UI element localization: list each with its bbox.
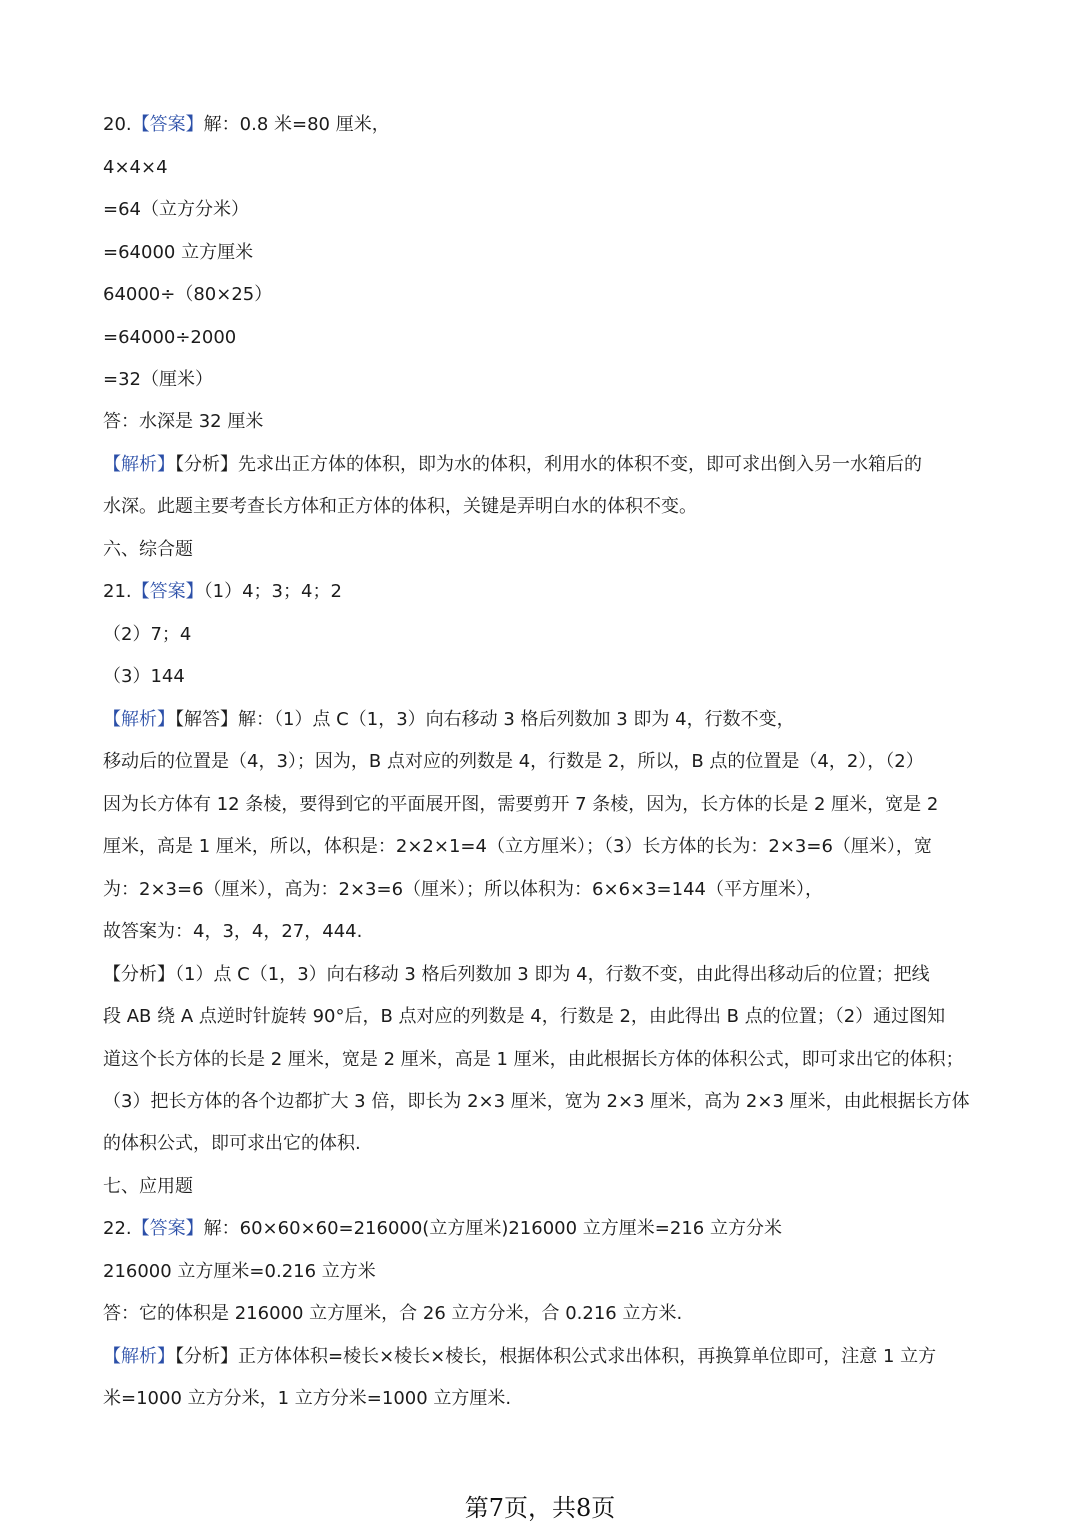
q20-step: =64000÷2000 — [103, 327, 237, 348]
q21-answer-line — [103, 579, 980, 605]
q20-analysis-continuation: 水深。此题主要考查长方体和正方体的体积，关键是弄明白水的体积不变。 — [103, 496, 697, 517]
q22-step: 216000 立方厘米=0.216 立方米 — [103, 1261, 376, 1282]
q21-analysis-continuation: 道这个长方体的长是 2 厘米，宽是 2 厘米，高是 1 厘米，由此根据长方体的体积公式，即可求出它的体积； — [103, 1049, 964, 1070]
answer-tag: 【答案】 — [131, 114, 204, 135]
q22-analysis-continuation: 米=1000 立方分米，1 立方分米=1000 立方厘米. — [103, 1388, 512, 1409]
q21-solution-continuation: 厘米，高是 1 厘米，所以，体积是：2×2×1=4（立方厘米）；（3）长方体的长为：2×3=6（厘米），宽 — [103, 836, 932, 857]
q21-solution-line — [103, 707, 980, 733]
q21-answer-1: （1）4；3；4；2 — [203, 581, 342, 602]
q21-analysis-text: （1）点 C（1，3）向右移动 3 格后列数加 3 即为 4，行数不变，由此得出移动后的位置；把线 — [175, 964, 930, 985]
q21-solution-continuation: 因为长方体有 12 条棱，要得到它的平面展开图，需要剪开 7 条棱，因为，长方体的长是 2 厘米，宽是 2 — [103, 794, 939, 815]
analysis-tag: 【分析】 — [175, 454, 238, 475]
q21-solution-continuation: 为：2×3=6（厘米），高为：2×3=6（厘米）；所以体积为：6×6×3=144（平方厘米）， — [103, 879, 823, 900]
solution-tag: 【解答】 — [175, 709, 238, 730]
q20-analysis-text: 先求出正方体的体积，即为水的体积，利用水的体积不变，即可求出倒入另一水箱后的 — [238, 454, 922, 475]
q21-analysis-continuation: （3）把长方体的各个边都扩大 3 倍，即长为 2×3 厘米，宽为 2×3 厘米，高为 2×3 厘米，由此根据长方体 — [103, 1091, 970, 1112]
q20-step: 4×4×4 — [103, 157, 168, 178]
analysis-tag: 【分析】 — [103, 964, 175, 985]
q21-answer-2: （2）7；4 — [103, 624, 192, 645]
answer-tag: 【答案】 — [131, 581, 204, 602]
q22-number: 22. — [103, 1218, 132, 1239]
q21-analysis-continuation: 的体积公式，即可求出它的体积. — [103, 1133, 361, 1154]
q20-step: =32（厘米） — [103, 369, 213, 390]
explain-tag: 【解析】 — [103, 1346, 175, 1367]
q20-number: 20. — [103, 114, 132, 135]
q22-answer-line — [103, 1216, 980, 1242]
q20-solution-start: 解：0.8 米=80 厘米， — [203, 114, 390, 135]
q20-step: =64（立方分米） — [103, 199, 249, 220]
q20-analysis-line — [103, 452, 980, 478]
q21-solution-continuation: 移动后的位置是（4，3）；因为，B 点对应的列数是 4，行数是 2，所以，B 点的位置是（4，2），（2） — [103, 751, 924, 772]
analysis-tag: 【分析】 — [175, 1346, 238, 1367]
q22-conclusion: 答：它的体积是 216000 立方厘米，合 26 立方分米，合 0.216 立方米. — [103, 1303, 683, 1324]
q21-analysis-line — [103, 962, 980, 988]
page-footer: 第7页，共8页 — [464, 1494, 616, 1522]
q21-solution-continuation: 故答案为：4，3，4，27，444. — [103, 921, 363, 942]
q20-answer-line — [103, 112, 980, 138]
q21-answer-3: （3）144 — [103, 666, 185, 687]
explain-tag: 【解析】 — [103, 454, 175, 475]
q22-analysis-line — [103, 1344, 980, 1370]
section-heading: 七、应用题 — [103, 1176, 193, 1197]
q20-step: =64000 立方厘米 — [103, 242, 254, 263]
q21-solution-text: 解：（1）点 C（1，3）向右移动 3 格后列数加 3 即为 4，行数不变， — [238, 709, 795, 730]
section-heading: 六、综合题 — [103, 539, 193, 560]
explain-tag: 【解析】 — [103, 709, 175, 730]
q21-analysis-continuation: 段 AB 绕 A 点逆时针旋转 90°后，B 点对应的列数是 4，行数是 2，由此得出 B 点的位置；（2）通过图知 — [103, 1006, 946, 1027]
q22-solution-start: 解：60×60×60=216000(立方厘米)216000 立方厘米=216 立方分米 — [203, 1218, 782, 1239]
q20-step: 64000÷（80×25） — [103, 284, 273, 305]
answer-tag: 【答案】 — [131, 1218, 204, 1239]
q22-analysis-text: 正方体体积=棱长×棱长×棱长，根据体积公式求出体积，再换算单位即可，注意 1 立方 — [238, 1346, 937, 1367]
q21-number: 21. — [103, 581, 132, 602]
q20-conclusion: 答：水深是 32 厘米 — [103, 411, 264, 432]
